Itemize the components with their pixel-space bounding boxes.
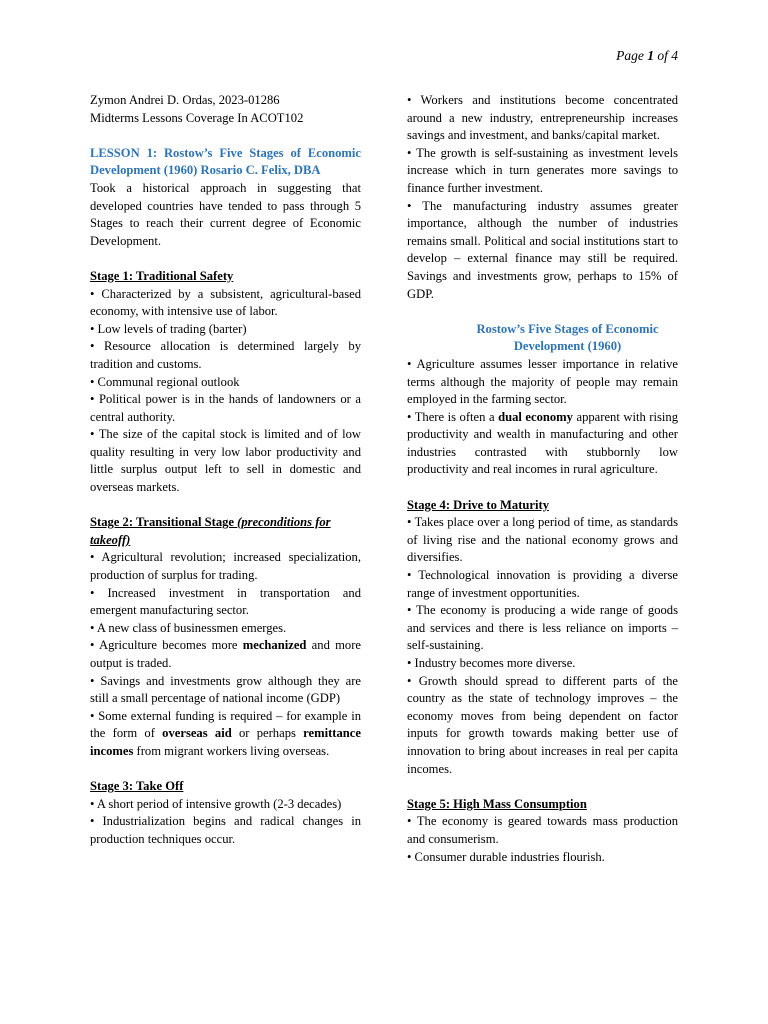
stage2-heading: Stage 2: Transitional Stage (preconditions for takeoff) (90, 515, 331, 547)
stage5-item: • The economy is geared towards mass production and consumerism. (407, 814, 678, 846)
stage4-item: • Industry becomes more diverse. (407, 656, 576, 670)
course-subtitle: Midterms Lessons Coverage In ACOT102 (90, 110, 304, 125)
stage3-heading: Stage 3: Take Off (90, 779, 184, 794)
stage3-item: • The manufacturing industry assumes greater importance, although the number of industries remains small. Political and social institutions start to develop – external finance may still be required. Savings and investments grow, perhaps to 15% of GDP. (407, 198, 678, 301)
stage3-item: • Industrialization begins and radical changes in production techniques occur. (90, 814, 361, 846)
continued-item: • There is often a dual economy apparent with rising productivity and wealth in manufacturing and other industries contrasted with stubbornly low productivity and real incomes in rural agriculture. (407, 409, 678, 477)
stage2-item: • A new class of businessmen emerges. (90, 620, 287, 635)
stage5-item: • Consumer durable industries flourish. (407, 849, 605, 864)
author-line: Zymon Andrei D. Ordas, 2023-01286 (90, 93, 280, 107)
stage4-item: • Technological innovation is providing a diverse range of investment opportunities. (407, 568, 678, 600)
page-number: Page 1 of 4 (616, 48, 678, 63)
stage5-heading: Stage 5: High Mass Consumption (407, 796, 587, 811)
stage1-item: • Characterized by a subsistent, agricultural-based economy, with intensive use of labor. (90, 286, 361, 319)
stage1-heading: Stage 1: Traditional Safety (90, 268, 234, 283)
stage2-item: • Agricultural revolution; increased specialization, production of surplus for trading. (90, 550, 361, 583)
left-column (90, 92, 361, 849)
stage1-item: • The size of the capital stock is limited and of low quality resulting in very low labor productivity and little surplus output left to sell in domestic and overseas markets. (90, 427, 361, 495)
stage4-item: • Takes place over a long period of time, as standards of living rise and the national economy grows and diversifies. (407, 515, 678, 565)
continued-item: • Agriculture assumes lesser importance in relative terms although the majority of people may remain employed in the farming sector. (407, 356, 678, 407)
stage4-item: • Growth should spread to different parts of the country as the state of technology improves – the economy moves from being dependent on factor inputs for growth towards making better use of innovation to bring about increases in real per capita incomes. (407, 673, 678, 776)
right-column (407, 92, 678, 866)
lesson-intro: Took a historical approach in suggesting that developed countries have tended to pass through 5 Stages to reach their current degree of Economic Development. (90, 180, 361, 248)
stage3-item: • Workers and institutions become concentrated around a new industry, entrepreneurship increases savings and investment, and banks/capital market. (407, 93, 678, 143)
stage1-item: • Resource allocation is determined largely by tradition and customs. (90, 339, 361, 371)
stage3-item: • The growth is self-sustaining as investment levels increase which in turn generates more savings to finance further investment. (407, 145, 678, 195)
stage2-item: • Agriculture becomes more mechanized and more output is traded. (90, 638, 362, 670)
section-title: Rostow’s Five Stages of Economic Development (1960) (476, 321, 659, 354)
stage2-item: • Some external funding is required – for example in the form of overseas aid or perhaps remittance incomes from migrant workers living overseas. (90, 708, 361, 758)
lesson-title: LESSON 1: Rostow’s Five Stages of Economic Development (1960) Rosario C. Felix, DBA (90, 145, 361, 178)
stage1-item: • Low levels of trading (barter) (90, 321, 247, 336)
stage3-item: • A short period of intensive growth (2-3 decades) (90, 796, 342, 811)
stage4-heading: Stage 4: Drive to Maturity (407, 497, 549, 512)
stage1-item: • Communal regional outlook (90, 374, 240, 389)
stage4-item: • The economy is producing a wide range of goods and services and there is less reliance on imports – self-sustaining. (407, 603, 678, 653)
stage2-item: • Increased investment in transportation and emergent manufacturing sector. (90, 585, 361, 618)
stage2-item: • Savings and investments grow although they are still a small percentage of national income (GDP) (90, 673, 361, 706)
stage1-item: • Political power is in the hands of landowners or a central authority. (90, 392, 361, 424)
